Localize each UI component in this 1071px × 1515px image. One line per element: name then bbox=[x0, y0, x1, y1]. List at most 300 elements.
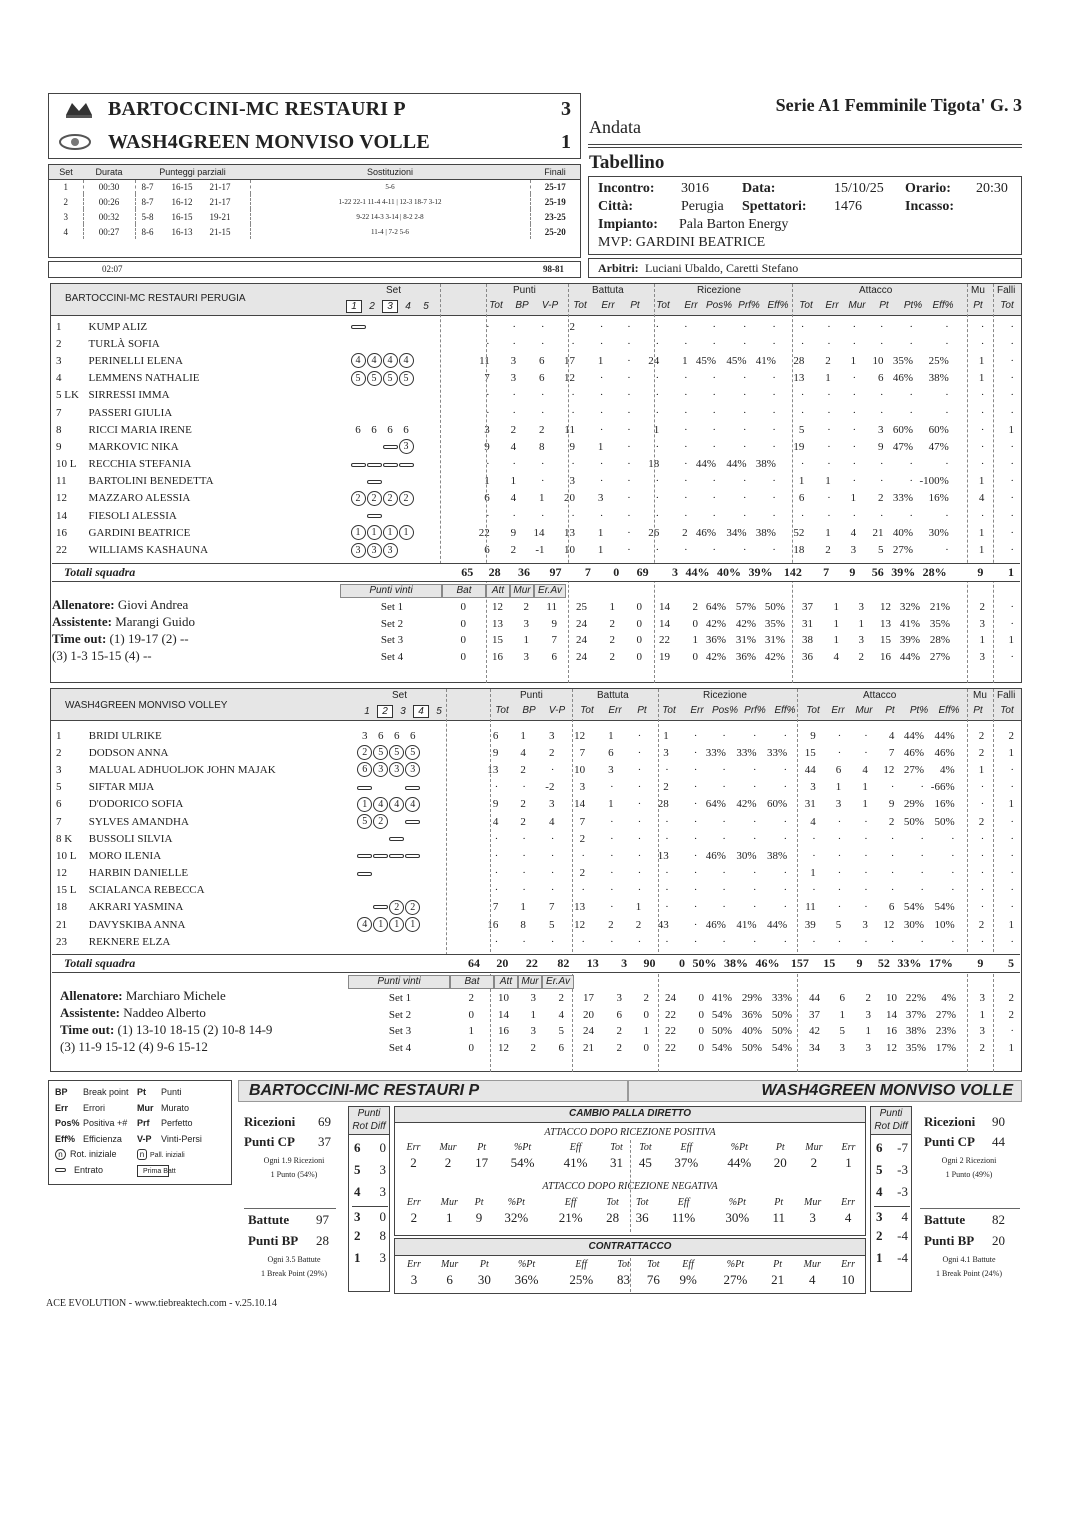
home-ogni-ric: Ogni 1.9 Ricezioni bbox=[263, 1156, 325, 1165]
set-stat: 57% bbox=[735, 601, 756, 614]
player-name: BUSSOLI SILVIA bbox=[88, 832, 173, 845]
player-stat: · bbox=[800, 509, 805, 522]
player-row bbox=[52, 524, 1020, 541]
player-stat: · bbox=[827, 440, 831, 453]
entered-icon bbox=[55, 1168, 66, 1172]
player-stat: · bbox=[980, 509, 985, 522]
player-set-rotations bbox=[357, 830, 477, 847]
set-stat: 1 bbox=[839, 1008, 845, 1021]
set-stat: 1 bbox=[1008, 634, 1014, 647]
player-stat: · bbox=[1010, 849, 1014, 862]
player-stat: 4% bbox=[939, 763, 955, 776]
home-timeout-2: (3) 1-3 15-15 (4) -- bbox=[52, 648, 152, 663]
set-number-2: 2 bbox=[369, 301, 375, 312]
rotation-number: 1 bbox=[876, 1250, 883, 1265]
set-stat: 2 bbox=[609, 650, 615, 663]
player-stat: 6 bbox=[539, 372, 545, 385]
attack-value: 11% bbox=[671, 1210, 696, 1225]
col-parziali: Punteggi parziali bbox=[135, 165, 250, 179]
player-stat: 60% bbox=[892, 423, 913, 436]
player-stat: · bbox=[512, 389, 517, 402]
set-stat: 40% bbox=[741, 1025, 762, 1038]
player-stat: 2 bbox=[978, 746, 985, 759]
player-stat: · bbox=[890, 781, 895, 794]
player-stat: 2 bbox=[825, 544, 831, 557]
player-stat: 2 bbox=[510, 423, 517, 436]
attack-value: 1 bbox=[446, 1210, 453, 1225]
attack-col-header: Eff bbox=[677, 1197, 690, 1208]
player-stat: 30% bbox=[736, 849, 757, 862]
player-stat: 4 bbox=[862, 763, 868, 776]
set-stat: 3 bbox=[865, 1008, 871, 1021]
away-rot-list bbox=[874, 1140, 910, 1272]
rotation-row bbox=[874, 1140, 910, 1162]
attack-col-header: Tot bbox=[647, 1259, 660, 1270]
entered-icon bbox=[367, 514, 382, 518]
attack-value: 37% bbox=[674, 1155, 699, 1170]
set-stat: 1 bbox=[865, 1025, 871, 1038]
set-stat: 5 bbox=[558, 1025, 564, 1038]
attack-value: 54% bbox=[510, 1155, 535, 1170]
home-coach: Giovi Andrea bbox=[117, 597, 189, 612]
home-pcp: 37 bbox=[318, 1134, 331, 1149]
player-stat: 1 bbox=[653, 423, 660, 436]
set-stat: 2 bbox=[609, 634, 615, 647]
player-stat: · bbox=[540, 458, 545, 471]
player-stat: · bbox=[950, 884, 955, 897]
data-value: 15/10/25 bbox=[834, 181, 884, 196]
set-stat: 42 bbox=[809, 1025, 820, 1038]
incasso-label: Incasso: bbox=[905, 199, 955, 214]
player-stat: · bbox=[1010, 337, 1014, 350]
away-sum-header bbox=[348, 975, 572, 989]
player-stat: 46% bbox=[705, 918, 726, 931]
player-stat: 1 bbox=[825, 526, 831, 539]
totals-label: Totali squadra bbox=[64, 956, 136, 970]
rotation-diff: 0 bbox=[379, 1140, 386, 1155]
player-stat: · bbox=[864, 832, 868, 845]
player-row bbox=[52, 744, 1020, 761]
away-sets-won: 1 bbox=[561, 131, 571, 153]
attack-col-header: Pt bbox=[479, 1259, 489, 1270]
player-stat: · bbox=[486, 458, 490, 471]
bat-label: Battute bbox=[924, 1212, 966, 1227]
player-stat: 1 bbox=[520, 729, 526, 742]
player-name: SIRRESSI IMMA bbox=[88, 389, 170, 402]
player-stat: · bbox=[742, 337, 747, 350]
home-rot-list bbox=[352, 1140, 388, 1272]
player-number: 5 LK bbox=[56, 389, 79, 402]
attack-col-header: Err bbox=[406, 1259, 421, 1270]
sum-header: Att bbox=[486, 584, 510, 598]
set-stat: 38 bbox=[802, 634, 813, 647]
total-stat: 69 bbox=[636, 565, 649, 579]
set-stat: 0 bbox=[636, 650, 642, 663]
player-stat: · bbox=[693, 729, 698, 742]
player-stat: · bbox=[637, 935, 642, 948]
col-subheader: Tot bbox=[662, 705, 676, 716]
player-number: 3 bbox=[56, 354, 62, 367]
set-stat: 3 bbox=[979, 1025, 985, 1038]
attack-value: 27% bbox=[723, 1272, 748, 1287]
player-stat: · bbox=[655, 337, 660, 350]
set-stat: 50% bbox=[764, 601, 785, 614]
player-set-rotations bbox=[351, 335, 470, 352]
legend-desc: Rot. iniziale bbox=[70, 1149, 117, 1159]
player-stat: 6 bbox=[835, 763, 842, 776]
player-stat: · bbox=[540, 389, 545, 402]
player-stat: · bbox=[852, 440, 857, 453]
set-partials bbox=[135, 224, 250, 239]
player-stat: 46% bbox=[705, 849, 726, 862]
starting-rotation-icon: 5 bbox=[399, 371, 414, 386]
player-stat: · bbox=[712, 475, 717, 488]
set-stat: 0 bbox=[643, 1041, 649, 1054]
punti-header: Punti bbox=[513, 285, 536, 296]
attack-col-header: Tot bbox=[617, 1259, 630, 1270]
player-stat: 1 bbox=[978, 544, 985, 557]
player-stat: · bbox=[742, 389, 747, 402]
attack-col-header: Mur bbox=[440, 1197, 458, 1208]
set-stat: 54% bbox=[771, 1041, 792, 1054]
player-stat: · bbox=[783, 781, 788, 794]
player-stat: 12 bbox=[574, 918, 586, 931]
contr-table bbox=[398, 1258, 864, 1289]
set-stat: 44% bbox=[899, 650, 920, 663]
legend-desc: Entrato bbox=[74, 1164, 104, 1175]
player-stat: · bbox=[693, 918, 698, 931]
player-stat: · bbox=[522, 867, 526, 880]
total-stat: 0 bbox=[613, 565, 620, 579]
rotation-diff: -3 bbox=[897, 1162, 908, 1177]
set-header: Set bbox=[386, 285, 402, 296]
player-stat: · bbox=[837, 884, 842, 897]
sets-total-box bbox=[48, 261, 581, 278]
player-stat: · bbox=[512, 320, 517, 333]
set-stat: 3 bbox=[858, 601, 864, 614]
col-finali: Finali bbox=[530, 165, 580, 179]
bottom-away-team-bar bbox=[628, 1080, 1022, 1102]
bottom-away-team: WASH4GREEN MONVISO VOLLE bbox=[761, 1082, 1013, 1099]
player-stat: · bbox=[627, 337, 631, 350]
set-stat: 3 bbox=[523, 650, 529, 663]
player-stat: · bbox=[655, 544, 660, 557]
player-stat: 12 bbox=[563, 372, 575, 385]
rotation-row bbox=[874, 1228, 910, 1250]
player-row bbox=[52, 899, 1020, 916]
set-stat: 36 bbox=[802, 650, 813, 663]
player-stat: · bbox=[655, 406, 660, 419]
player-stat: · bbox=[494, 781, 499, 794]
entered-icon bbox=[367, 480, 382, 484]
set-stat: 14 bbox=[498, 1008, 509, 1021]
player-stat: 2 bbox=[510, 544, 517, 557]
rotation-number: 6 bbox=[354, 1140, 361, 1155]
incontro-label: Incontro: bbox=[598, 181, 655, 196]
player-stat: · bbox=[852, 389, 857, 402]
set-stat: 7 bbox=[551, 634, 557, 647]
player-number: 18 bbox=[56, 901, 67, 914]
player-stat: · bbox=[665, 815, 669, 828]
player-stat: 38% bbox=[755, 526, 776, 539]
away-bat: 82 bbox=[992, 1212, 1005, 1227]
total-stat: 3 bbox=[671, 565, 678, 579]
player-stat: 42% bbox=[736, 798, 757, 811]
starting-rotation-icon: 3 bbox=[373, 762, 388, 777]
player-stat: · bbox=[909, 337, 913, 350]
set-number: 3 bbox=[49, 209, 83, 224]
legend-row bbox=[55, 1165, 231, 1181]
total-stat: 65 bbox=[461, 565, 474, 579]
player-stat: 24 bbox=[648, 354, 660, 367]
player-stat: 10% bbox=[934, 918, 955, 931]
pos-table bbox=[398, 1141, 864, 1172]
sum-header: Punti vinti bbox=[348, 975, 450, 989]
attack-header-row bbox=[398, 1258, 864, 1271]
sum-header: Att bbox=[494, 975, 518, 989]
player-name: WILLIAMS KASHAUNA bbox=[88, 544, 209, 557]
total-stat: 9 bbox=[856, 956, 863, 970]
rotation-row bbox=[352, 1162, 388, 1184]
set-duration: 00:32 bbox=[83, 209, 135, 224]
home-punto: 1 Punto (54%) bbox=[270, 1170, 318, 1179]
player-stat: · bbox=[722, 763, 726, 776]
home-team-label: BARTOCCINI-MC RESTAURI PERUGIA bbox=[65, 293, 246, 304]
attacco-header: Attacco bbox=[859, 285, 893, 296]
player-stat: · bbox=[864, 849, 868, 862]
set-stat: 16 bbox=[498, 1025, 509, 1038]
player-stat: · bbox=[599, 458, 604, 471]
attack-col-header: %Pt bbox=[728, 1197, 746, 1208]
player-stat: 3 bbox=[579, 781, 586, 794]
player-stat: · bbox=[627, 389, 631, 402]
pbp-label: Punti BP bbox=[924, 1233, 975, 1248]
attack-value: 9 bbox=[475, 1210, 483, 1225]
attack-value: 9% bbox=[679, 1272, 697, 1287]
player-set-rotations bbox=[351, 524, 470, 541]
player-stat: 4 bbox=[888, 729, 895, 742]
player-number: 9 bbox=[56, 440, 62, 453]
set-stat: 54% bbox=[711, 1008, 732, 1021]
col-subheader: Pt bbox=[637, 705, 647, 716]
rotation-diff: 0 bbox=[379, 1209, 386, 1224]
player-stat: 1 bbox=[825, 372, 831, 385]
player-stat: · bbox=[722, 884, 726, 897]
player-stat: 1 bbox=[663, 729, 669, 742]
player-stat: · bbox=[852, 337, 857, 350]
set-stat: 39% bbox=[899, 634, 920, 647]
set-stat: 14 bbox=[659, 601, 670, 614]
player-stat: · bbox=[655, 389, 660, 402]
player-stat: · bbox=[980, 849, 985, 862]
set-stat: 0 bbox=[643, 1008, 649, 1021]
player-stat: · bbox=[655, 440, 660, 453]
away-players-table bbox=[52, 727, 1020, 950]
player-stat: · bbox=[1010, 763, 1014, 776]
attack-col-header: %Pt bbox=[513, 1142, 532, 1153]
player-stat: · bbox=[550, 849, 555, 862]
player-stat: 1 bbox=[510, 475, 517, 488]
player-stat: · bbox=[712, 337, 717, 350]
rotation-diff: -3 bbox=[897, 1184, 908, 1199]
col-subheader: Pt% bbox=[909, 705, 929, 716]
player-stat: · bbox=[655, 492, 660, 505]
set-stat: 22 bbox=[665, 1025, 676, 1038]
player-stat: · bbox=[772, 423, 776, 436]
player-stat: · bbox=[512, 458, 517, 471]
player-stat: · bbox=[742, 492, 747, 505]
set-stat: 1 bbox=[979, 634, 985, 647]
ricezione-header: Ricezione bbox=[703, 690, 747, 701]
attack-values-row bbox=[398, 1271, 864, 1289]
player-stat: · bbox=[494, 832, 499, 845]
player-stat: · bbox=[693, 763, 698, 776]
legend-box bbox=[48, 1080, 232, 1185]
sum-header: Mur bbox=[518, 975, 542, 989]
mu-header: Mu bbox=[973, 690, 987, 701]
set-stat: 2 bbox=[616, 1025, 622, 1038]
player-stat: · bbox=[783, 867, 788, 880]
player-stat: · bbox=[945, 458, 949, 471]
col-subheader: Mur bbox=[848, 300, 866, 311]
player-stat: · bbox=[827, 389, 831, 402]
col-subheader: BP bbox=[515, 300, 529, 311]
player-stat: 2 bbox=[520, 815, 526, 828]
player-stat: · bbox=[610, 815, 614, 828]
orario-label: Orario: bbox=[905, 181, 951, 196]
player-stat: · bbox=[812, 832, 816, 845]
set-partials bbox=[135, 179, 250, 194]
set-label: Set 1 bbox=[380, 601, 404, 614]
player-row bbox=[52, 404, 1020, 421]
set-stat: 37 bbox=[802, 601, 813, 614]
player-stat: · bbox=[1010, 901, 1014, 914]
legend-desc: Punti bbox=[161, 1087, 182, 1097]
player-set-rotations bbox=[357, 796, 477, 813]
player-stat: · bbox=[950, 849, 955, 862]
player-stat: · bbox=[864, 884, 868, 897]
player-stat: · bbox=[610, 884, 614, 897]
rotation-number: 1 bbox=[354, 1250, 361, 1265]
player-name: REKNERE ELZA bbox=[88, 935, 171, 948]
entered-icon bbox=[357, 872, 372, 876]
player-stat: · bbox=[722, 935, 726, 948]
player-stat: 21 bbox=[872, 526, 884, 539]
set-stat: 1 bbox=[530, 1008, 536, 1021]
totals-label: Totali squadra bbox=[64, 565, 136, 579]
match-info-box bbox=[588, 176, 1022, 255]
entered-icon bbox=[405, 786, 420, 790]
home-logo-icon bbox=[62, 99, 96, 119]
player-stat: · bbox=[909, 389, 913, 402]
set-stat: 4 bbox=[558, 1008, 564, 1021]
player-stat: · bbox=[627, 492, 631, 505]
player-stat: 30% bbox=[928, 526, 949, 539]
player-stat: · bbox=[920, 884, 924, 897]
player-stat: 1 bbox=[978, 763, 985, 776]
player-stat: 2 bbox=[608, 918, 614, 931]
legend-desc: Prima Batt bbox=[143, 1167, 176, 1175]
starting-rotation-icon: 1 bbox=[405, 917, 420, 932]
sum-header: Er.Av bbox=[542, 975, 574, 989]
player-stat: · bbox=[752, 901, 757, 914]
set-stat: 10 bbox=[886, 992, 897, 1005]
set-label: Set 4 bbox=[380, 650, 404, 663]
set-stat: 35% bbox=[929, 617, 950, 630]
attack-col-header: Mur bbox=[439, 1142, 457, 1153]
set-duration: 00:30 bbox=[83, 179, 135, 194]
player-stat: · bbox=[772, 406, 776, 419]
player-stat: 1 bbox=[862, 781, 868, 794]
set-number-4: 4 bbox=[405, 301, 411, 312]
player-stat: 1 bbox=[1008, 746, 1014, 759]
player-stat: 13 bbox=[657, 849, 669, 862]
attack-col-header: %Pt bbox=[517, 1259, 536, 1270]
player-stat: 2 bbox=[579, 832, 586, 845]
starting-position: 6 bbox=[403, 423, 409, 436]
set-stat: · bbox=[1010, 617, 1014, 630]
player-stat: 2 bbox=[825, 354, 831, 367]
legend-abbr: Err bbox=[55, 1102, 69, 1113]
legend-desc: Perfetto bbox=[161, 1118, 193, 1128]
player-stat: 5 bbox=[878, 544, 884, 557]
player-stat: · bbox=[512, 337, 517, 350]
player-stat: · bbox=[837, 832, 842, 845]
player-stat: · bbox=[980, 337, 985, 350]
player-stat: · bbox=[772, 337, 776, 350]
set-substitutions: 11-4 | 7-2 5-6 bbox=[250, 224, 530, 239]
player-stat: 5 bbox=[835, 918, 842, 931]
arbitri-label: Arbitri: bbox=[598, 261, 639, 275]
entered-icon bbox=[389, 837, 404, 841]
player-row bbox=[52, 916, 1020, 933]
player-name: D'ODORICO SOFIA bbox=[88, 798, 184, 811]
away-totals bbox=[52, 954, 1020, 973]
player-row bbox=[52, 882, 1020, 899]
partial-score: 16-13 bbox=[171, 226, 193, 237]
player-stat: · bbox=[920, 867, 924, 880]
legend-desc: Efficienza bbox=[83, 1133, 122, 1144]
rotation-diff: 8 bbox=[379, 1228, 386, 1243]
player-stat: 15 bbox=[804, 746, 816, 759]
starting-rotation-icon: 2 bbox=[367, 491, 382, 506]
player-stat: · bbox=[486, 389, 490, 402]
set-stat: 0 bbox=[460, 601, 466, 614]
starting-rotation-icon: 1 bbox=[367, 525, 382, 540]
starting-rotation-icon: 5 bbox=[357, 814, 372, 829]
set-stat: 6 bbox=[558, 1041, 564, 1054]
starting-rotation-icon: 1 bbox=[373, 917, 388, 932]
player-stat: 45% bbox=[726, 354, 747, 367]
away-rot-header bbox=[871, 1107, 911, 1135]
player-stat: 1 bbox=[520, 901, 526, 914]
attack-col-header: Pt bbox=[474, 1197, 484, 1208]
set-stat: 4 bbox=[833, 650, 839, 663]
player-stat: · bbox=[837, 849, 842, 862]
player-stat: 46% bbox=[892, 372, 913, 385]
player-stat: · bbox=[827, 509, 831, 522]
divider bbox=[630, 1140, 631, 1232]
ric-label: Ricezioni bbox=[924, 1114, 976, 1129]
set-stat: 0 bbox=[698, 1041, 704, 1054]
away-ogni-bat: Ogni 4.1 Battute bbox=[942, 1255, 996, 1264]
player-stat: 8 bbox=[520, 918, 526, 931]
initial-serve-icon: n bbox=[137, 1149, 147, 1160]
player-stat: · bbox=[852, 509, 857, 522]
player-stat: 4 bbox=[492, 815, 499, 828]
set-stat: 12 bbox=[492, 601, 503, 614]
home-staff bbox=[52, 596, 195, 664]
